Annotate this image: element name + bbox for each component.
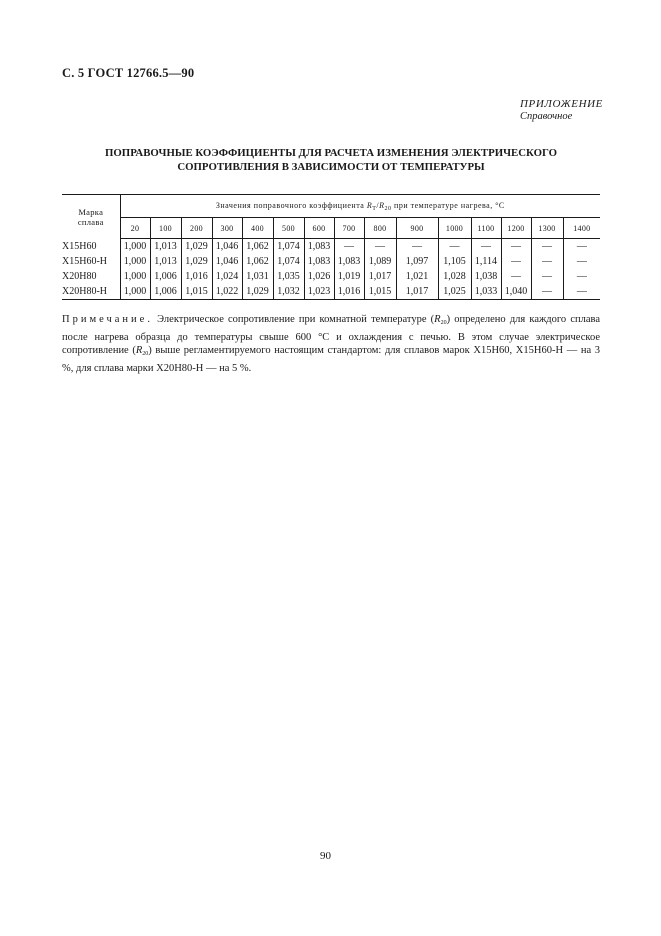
coefficient-cell: 1,021 — [396, 269, 438, 284]
coefficient-cell: 1,114 — [471, 254, 501, 269]
title-line-2: СОПРОТИВЛЕНИЯ В ЗАВИСИМОСТИ ОТ ТЕМПЕРАТУРЫ — [177, 161, 485, 173]
coefficient-cell: — — [501, 269, 531, 284]
note-label: Примечание. — [62, 314, 153, 325]
temperature-header: 400 — [242, 218, 273, 239]
coefficient-cell: — — [576, 271, 587, 282]
coefficient-cell: 1,016 — [181, 269, 212, 284]
coefficient-cell: 1,031 — [242, 269, 273, 284]
brand-header-line-2: сплава — [77, 216, 104, 227]
temperature-header: 1200 — [501, 218, 531, 239]
brand-column-header — [62, 195, 120, 239]
temperature-header: 20 — [120, 218, 150, 239]
coefficient-cell: — — [531, 269, 563, 284]
coefficient-cell: 1,015 — [364, 284, 396, 300]
coefficient-cell: 1,017 — [396, 284, 438, 300]
coefficient-cell: — — [531, 284, 563, 300]
coefficient-cell: 1,013 — [150, 254, 181, 269]
temperature-header: 700 — [334, 218, 364, 239]
coefficient-cell: — — [396, 239, 438, 255]
ratio-numerator-sub: T — [372, 205, 377, 212]
coefficient-cell: 1,083 — [334, 254, 364, 269]
coefficient-cell: 1,083 — [304, 254, 334, 269]
coefficient-cell: 1,019 — [334, 269, 364, 284]
temperature-header: 500 — [273, 218, 304, 239]
coefficient-cell: 1,028 — [438, 269, 471, 284]
coefficient-cell: 1,006 — [150, 284, 181, 300]
coefficient-cell: 1,062 — [242, 254, 273, 269]
coefficient-cell: 1,015 — [181, 284, 212, 300]
coefficient-cell: 1,046 — [212, 254, 242, 269]
coefficient-cell: 1,000 — [120, 239, 150, 255]
coefficient-cell: 1,040 — [501, 284, 531, 300]
note-text-1: Электрическое сопротивление при комнатной температуре ( — [152, 314, 435, 325]
coefficient-cell: — — [501, 239, 531, 255]
note-symbol-r: R — [434, 314, 441, 325]
coefficient-cell: 1,016 — [334, 284, 364, 300]
temperature-header: 1300 — [531, 218, 563, 239]
coefficient-cell: — — [576, 241, 587, 252]
coefficient-cell: — — [531, 239, 563, 255]
coefficient-cell: 1,025 — [438, 284, 471, 300]
coefficient-cell: 1,062 — [242, 239, 273, 255]
coefficient-cell: 1,000 — [120, 284, 150, 300]
coefficient-cell: 1,089 — [364, 254, 396, 269]
temperature-header: 100 — [150, 218, 181, 239]
coefficient-cell: 1,013 — [150, 239, 181, 255]
ratio-slash: / — [376, 200, 380, 210]
table-row — [62, 284, 600, 300]
coefficient-cell: 1,083 — [304, 239, 334, 255]
coefficient-cell: — — [531, 254, 563, 269]
coefficient-cell: 1,026 — [304, 269, 334, 284]
coefficient-cell: 1,006 — [150, 269, 181, 284]
table-note — [62, 313, 600, 375]
table-row — [62, 239, 600, 255]
coefficient-cell: — — [364, 239, 396, 255]
title-line-1: ПОПРАВОЧНЫЕ КОЭФФИЦИЕНТЫ ДЛЯ РАСЧЕТА ИЗМЕНЕНИЯ ЭЛЕКТРИЧЕСКОГО — [105, 147, 557, 159]
table-row — [62, 254, 600, 269]
coefficient-cell: 1,046 — [212, 239, 242, 255]
coefficient-cell: 1,105 — [438, 254, 471, 269]
coefficient-cell: 1,017 — [364, 269, 396, 284]
section-title — [62, 146, 600, 174]
values-header-text: Значения поправочного коэффициента — [215, 200, 367, 210]
note-text-3: ) выше регламентируемого настоящим стандартом: для сплавов марок Х15Н60, Х15Н60-Н — на 3 %, для сплава марки Х20Н80-Н — на 5 %. — [62, 345, 600, 374]
coefficient-cell: 1,074 — [273, 239, 304, 255]
coefficient-cell: — — [576, 256, 587, 267]
temperature-header: 1400 — [563, 218, 600, 239]
coefficient-cell: 1,023 — [304, 284, 334, 300]
coefficient-cell: 1,033 — [471, 284, 501, 300]
coefficient-cell: 1,000 — [120, 254, 150, 269]
coefficient-cell: — — [563, 284, 600, 300]
coefficient-cell: 1,000 — [120, 269, 150, 284]
temperature-header: 600 — [304, 218, 334, 239]
alloy-brand-cell: Х20Н80-Н — [62, 284, 120, 300]
alloy-brand-cell: Х15Н60 — [62, 239, 120, 255]
coefficient-cell: 1,038 — [471, 269, 501, 284]
coefficient-cell: 1,029 — [181, 254, 212, 269]
note-symbol-r-2: R — [135, 345, 143, 356]
ratio-denominator: R — [379, 200, 385, 210]
coefficient-cell: 1,024 — [212, 269, 242, 284]
coefficient-cell: 1,029 — [181, 239, 212, 255]
values-column-header — [120, 195, 600, 218]
temperature-header: 1000 — [438, 218, 471, 239]
temperature-header: 800 — [364, 218, 396, 239]
temperature-header: 900 — [396, 218, 438, 239]
alloy-brand-cell: Х15Н60-Н — [62, 254, 120, 269]
coefficient-cell: — — [334, 239, 364, 255]
values-header-unit: при температуре нагрева, °С — [391, 200, 505, 210]
coefficient-cell: 1,097 — [396, 254, 438, 269]
coefficient-cell: 1,074 — [273, 254, 304, 269]
ratio-numerator: R — [366, 200, 373, 210]
appendix-label: ПРИЛОЖЕНИЕ — [520, 98, 603, 110]
temperature-header: 300 — [212, 218, 242, 239]
note-text-2: ) определено для каждого сплава после нагрева образца до температуры свыше 600 °С и охлаждения с печью. В этом случае электрическое сопротивление ( — [62, 314, 600, 356]
temperature-header: 1100 — [471, 218, 501, 239]
note-symbol-sub-2: 20 — [142, 351, 149, 357]
appendix-sublabel: Справочное — [520, 111, 573, 122]
coefficient-cell: 1,032 — [273, 284, 304, 300]
document-header: С. 5 ГОСТ 12766.5—90 — [62, 66, 195, 80]
temperature-header: 200 — [181, 218, 212, 239]
coefficient-table — [62, 194, 600, 300]
coefficient-cell: 1,029 — [242, 284, 273, 300]
coefficient-cell: — — [438, 239, 471, 255]
brand-header-line-1: Марка — [78, 206, 104, 217]
coefficient-cell: 1,022 — [212, 284, 242, 300]
table-row — [62, 269, 600, 284]
coefficient-cell: — — [471, 239, 501, 255]
note-symbol-sub: 20 — [440, 320, 447, 326]
coefficient-cell: 1,035 — [273, 269, 304, 284]
coefficient-cell: — — [501, 254, 531, 269]
page-number: 90 — [320, 850, 331, 862]
alloy-brand-cell: Х20Н80 — [62, 269, 120, 284]
ratio-denominator-sub: 20 — [384, 205, 392, 212]
